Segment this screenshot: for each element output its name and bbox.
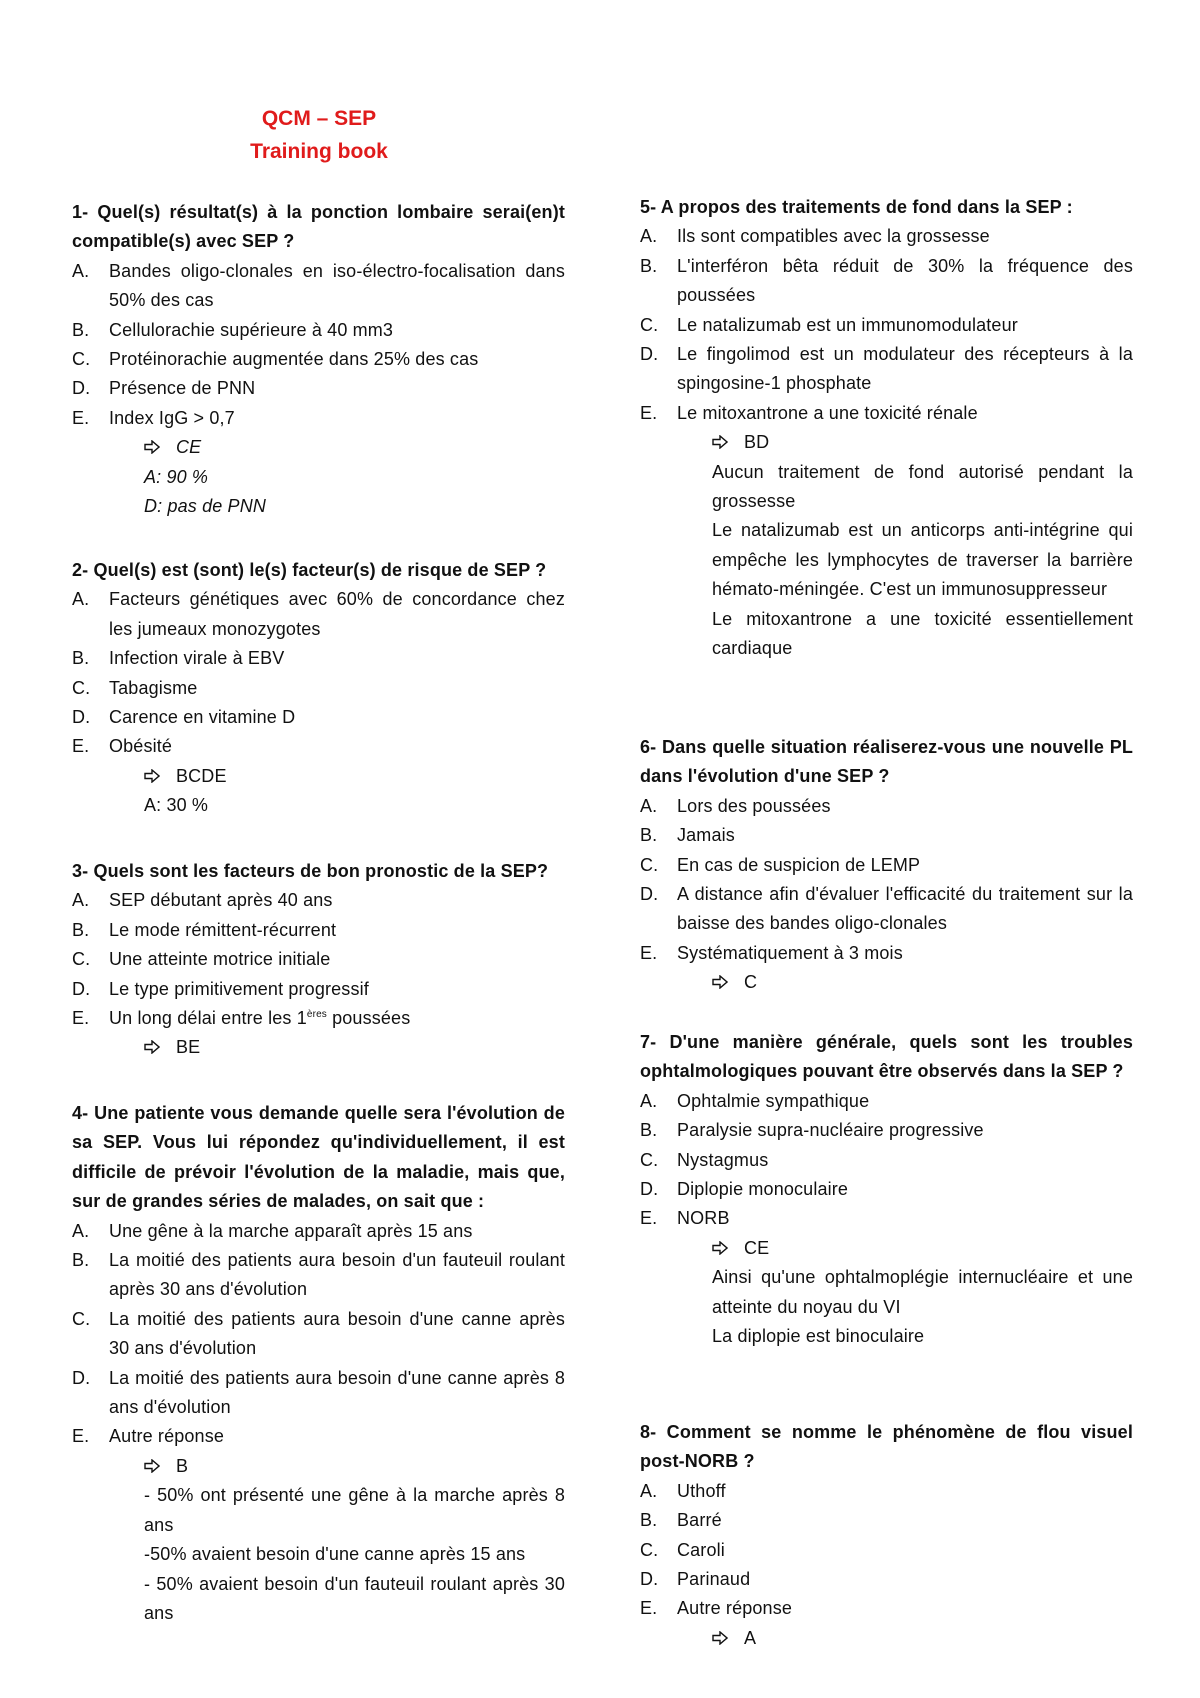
option-text-part: Un long délai entre les 1 [109,1008,307,1029]
question-title: 1- Quel(s) résultat(s) à la ponction lombaire serai(en)t compatible(s) avec SEP ? [72,202,565,252]
option-letter: C. [72,349,91,370]
option-letter: D. [72,1367,91,1388]
answer-key [72,762,565,791]
option-text: Autre réponse [677,1598,793,1619]
answer-key [72,1452,565,1481]
answer-explanation: - 50% avaient besoin d'un fauteuil roulant après 30 ans [144,1573,565,1623]
answer-option [72,1364,565,1423]
option-letter: B. [72,648,90,669]
answer-option [640,1594,1133,1623]
option-letter: A. [72,589,90,610]
option-text: Le mode rémittent-récurrent [109,919,337,940]
option-letter: C. [72,1308,91,1329]
option-letter: C. [640,1149,659,1170]
answer-option [640,1175,1133,1204]
answer-key [72,433,565,462]
arrow-right-icon [712,1241,728,1255]
option-text: La moitié des patients aura besoin d'un fauteuil roulant après 30 ans d'évolution [109,1250,565,1300]
option-text: Le natalizumab est un immunomodulateur [677,314,1018,335]
answer-option [640,880,1133,939]
answer-option [640,939,1133,968]
option-text: Infection virale à EBV [109,648,285,669]
answer-option [640,1146,1133,1175]
option-letter: A. [640,226,658,247]
option-letter: A. [72,260,90,281]
answer-option [72,345,565,374]
answer-explanation: A: 90 % [144,466,209,487]
answer-key [640,968,1133,997]
option-text: Jamais [677,825,735,846]
answer-option [72,257,565,316]
option-text: Autre réponse [109,1426,225,1447]
answer-option [72,585,565,644]
option-text: A distance afin d'évaluer l'efficacité du traitement sur la baisse des bandes oligo-clonales [677,884,1133,934]
answer-option [72,975,565,1004]
question-block [640,193,1133,664]
option-text: Paralysie supra-nucléaire progressive [677,1120,984,1141]
answer-option [640,222,1133,251]
option-letter: D. [640,884,659,905]
arrow-right-icon [712,1631,728,1645]
option-letter: E. [640,402,658,423]
option-text: Nystagmus [677,1149,769,1170]
option-text: Ophtalmie sympathique [677,1090,870,1111]
option-letter: B. [640,1510,658,1531]
answer-explanation: Le mitoxantrone a une toxicité essentiellement cardiaque [712,608,1133,659]
answer-explanation: La diplopie est binoculaire [712,1326,925,1347]
answer-key [640,1624,1133,1653]
option-text: La moitié des patients aura besoin d'une canne après 8 ans d'évolution [109,1367,565,1418]
option-letter: B. [72,1250,90,1271]
answer-explanation: D: pas de PNN [144,496,266,517]
answer-letters: BD [744,432,770,453]
option-letter: E. [72,1008,90,1029]
answer-option [72,945,565,974]
arrow-right-icon [144,1040,160,1054]
answer-option [640,340,1133,399]
answer-option [640,1477,1133,1506]
option-text: Parinaud [677,1569,751,1590]
answer-option [72,316,565,345]
answer-option [640,1565,1133,1594]
option-text: SEP débutant après 40 ans [109,890,333,911]
option-letter: B. [640,255,658,276]
option-letter: C. [640,314,659,335]
answer-option [640,1116,1133,1145]
answer-explanation: -50% avaient besoin d'une canne après 15 ans [144,1544,526,1565]
document-title: QCM – SEP [261,107,377,130]
answer-key [640,1234,1133,1263]
answer-option [640,851,1133,880]
answer-explanation: Aucun traitement de fond autorisé pendant la grossesse [712,461,1133,512]
option-letter: E. [640,942,658,963]
answer-key [72,1033,565,1062]
option-text: Une gêne à la marche apparaît après 15 ans [109,1220,473,1241]
arrow-right-icon [144,1459,160,1473]
answer-letters: C [744,972,758,993]
option-text [109,1008,410,1028]
document-subtitle: Training book [250,140,388,163]
answer-letters: CE [176,437,202,458]
answer-letters: A [744,1627,757,1648]
option-text: L'interféron bêta réduit de 30% la fréquence des poussées [677,255,1133,306]
option-text: Caroli [677,1539,725,1560]
answer-option [72,674,565,703]
question-title: 3- Quels sont les facteurs de bon pronostic de la SEP? [72,861,549,881]
answer-option [72,732,565,761]
answer-option [640,311,1133,340]
answer-option [72,404,565,433]
answer-option [72,1217,565,1246]
question-block [72,198,565,521]
answer-key [640,428,1133,457]
option-text: Obésité [109,736,173,757]
arrow-right-icon [712,435,728,449]
answer-option [640,1506,1133,1535]
answer-letters: CE [744,1237,770,1258]
option-text: En cas de suspicion de LEMP [677,854,921,875]
answer-option [72,1422,565,1451]
option-letter: D. [640,1179,659,1200]
answer-option [72,644,565,673]
option-text: Présence de PNN [109,378,256,399]
option-superscript: ères [306,1009,327,1021]
option-letter: B. [72,919,90,940]
option-letter: B. [72,319,90,340]
option-letter: B. [640,825,658,846]
option-text: Lors des poussées [677,795,831,816]
answer-option [640,821,1133,850]
option-letter: D. [640,344,659,365]
arrow-right-icon [144,769,160,783]
question-title: 6- Dans quelle situation réaliserez-vous une nouvelle PL dans l'évolution d'une SEP ? [640,737,1133,787]
option-letter: E. [72,736,90,757]
answer-option [640,1204,1133,1233]
option-letter: E. [72,407,90,428]
question-title: 4- Une patiente vous demande quelle sera l'évolution de sa SEP. Vous lui répondez qu'individuellement, il est difficile de prévoir l'évolution de la maladie, mais que, sur de grandes séries de malades, on sait que : [72,1103,565,1212]
option-letter: C. [72,949,91,970]
question-title: 8- Comment se nomme le phénomène de flou visuel post-NORB ? [640,1422,1133,1472]
option-letter: E. [640,1208,658,1229]
option-text-part: poussées [326,1008,411,1029]
option-letter: A. [640,795,658,816]
option-letter: B. [640,1120,658,1141]
answer-option [640,1536,1133,1565]
question-block [72,556,565,821]
option-text: Systématiquement à 3 mois [677,942,903,963]
answer-option [72,1305,565,1364]
answer-letters: B [176,1455,189,1476]
option-letter: D. [72,978,91,999]
option-text: Diplopie monoculaire [677,1179,849,1200]
answer-explanation: Ainsi qu'une ophtalmoplégie internucléaire et une atteinte du noyau du VI [712,1267,1133,1317]
option-letter: C. [640,1539,659,1560]
answer-letters: BCDE [176,765,227,786]
answer-option [72,1246,565,1305]
answer-option [72,916,565,945]
option-text: Ils sont compatibles avec la grossesse [677,226,990,247]
answer-option [640,399,1133,428]
question-block [640,733,1133,998]
option-text: Uthoff [677,1480,726,1501]
question-block [72,1099,565,1628]
option-text: Facteurs génétiques avec 60% de concordance chez les jumeaux monozygotes [109,589,565,639]
arrow-right-icon [144,440,160,454]
option-text: NORB [677,1208,730,1229]
option-letter: D. [640,1569,659,1590]
option-text: Barré [677,1510,722,1531]
question-title: 2- Quel(s) est (sont) le(s) facteur(s) de risque de SEP ? [72,560,547,580]
answer-explanation: - 50% ont présenté une gêne à la marche après 8 ans [144,1485,565,1535]
option-letter: E. [640,1598,658,1619]
answer-explanation: A: 30 % [144,795,209,816]
option-text: Cellulorachie supérieure à 40 mm3 [109,319,394,340]
option-letter: A. [640,1090,658,1111]
answer-option [640,792,1133,821]
option-text: Protéinorachie augmentée dans 25% des cas [109,349,479,370]
option-text: Index IgG > 0,7 [109,407,235,428]
question-block [640,1028,1133,1351]
option-letter: C. [72,677,91,698]
option-text: Le type primitivement progressif [109,978,369,999]
question-title: 7- D'une manière générale, quels sont les troubles ophtalmologiques pouvant être observés dans la SEP ? [640,1032,1133,1082]
answer-option [640,1087,1133,1116]
option-letter: E. [72,1426,90,1447]
option-letter: A. [72,890,90,911]
option-text: Bandes oligo-clonales en iso-électro-focalisation dans 50% des cas [109,260,565,311]
answer-option [72,703,565,732]
answer-option [72,374,565,403]
option-letter: A. [72,1220,90,1241]
option-text: Le fingolimod est un modulateur des récepteurs à la spingosine-1 phosphate [677,344,1133,394]
answer-option [72,886,565,915]
answer-letters: BE [176,1037,201,1058]
question-block [72,857,565,1063]
arrow-right-icon [712,975,728,989]
answer-explanation: Le natalizumab est un anticorps anti-intégrine qui empêche les lymphocytes de traverser la barrière hémato-méningée. C'est un immunosuppresseur [712,520,1133,600]
option-text: Carence en vitamine D [109,707,296,728]
option-text: Le mitoxantrone a une toxicité rénale [677,402,978,423]
option-text: Tabagisme [109,677,198,698]
question-block [640,1418,1133,1653]
option-letter: D. [72,707,91,728]
question-title: 5- A propos des traitements de fond dans la SEP : [640,197,1073,217]
option-letter: C. [640,854,659,875]
option-letter: D. [72,378,91,399]
option-text: La moitié des patients aura besoin d'une canne après 30 ans d'évolution [109,1308,565,1359]
option-letter: A. [640,1480,658,1501]
answer-option [640,252,1133,311]
answer-option [72,1004,565,1033]
option-text: Une atteinte motrice initiale [109,949,331,970]
